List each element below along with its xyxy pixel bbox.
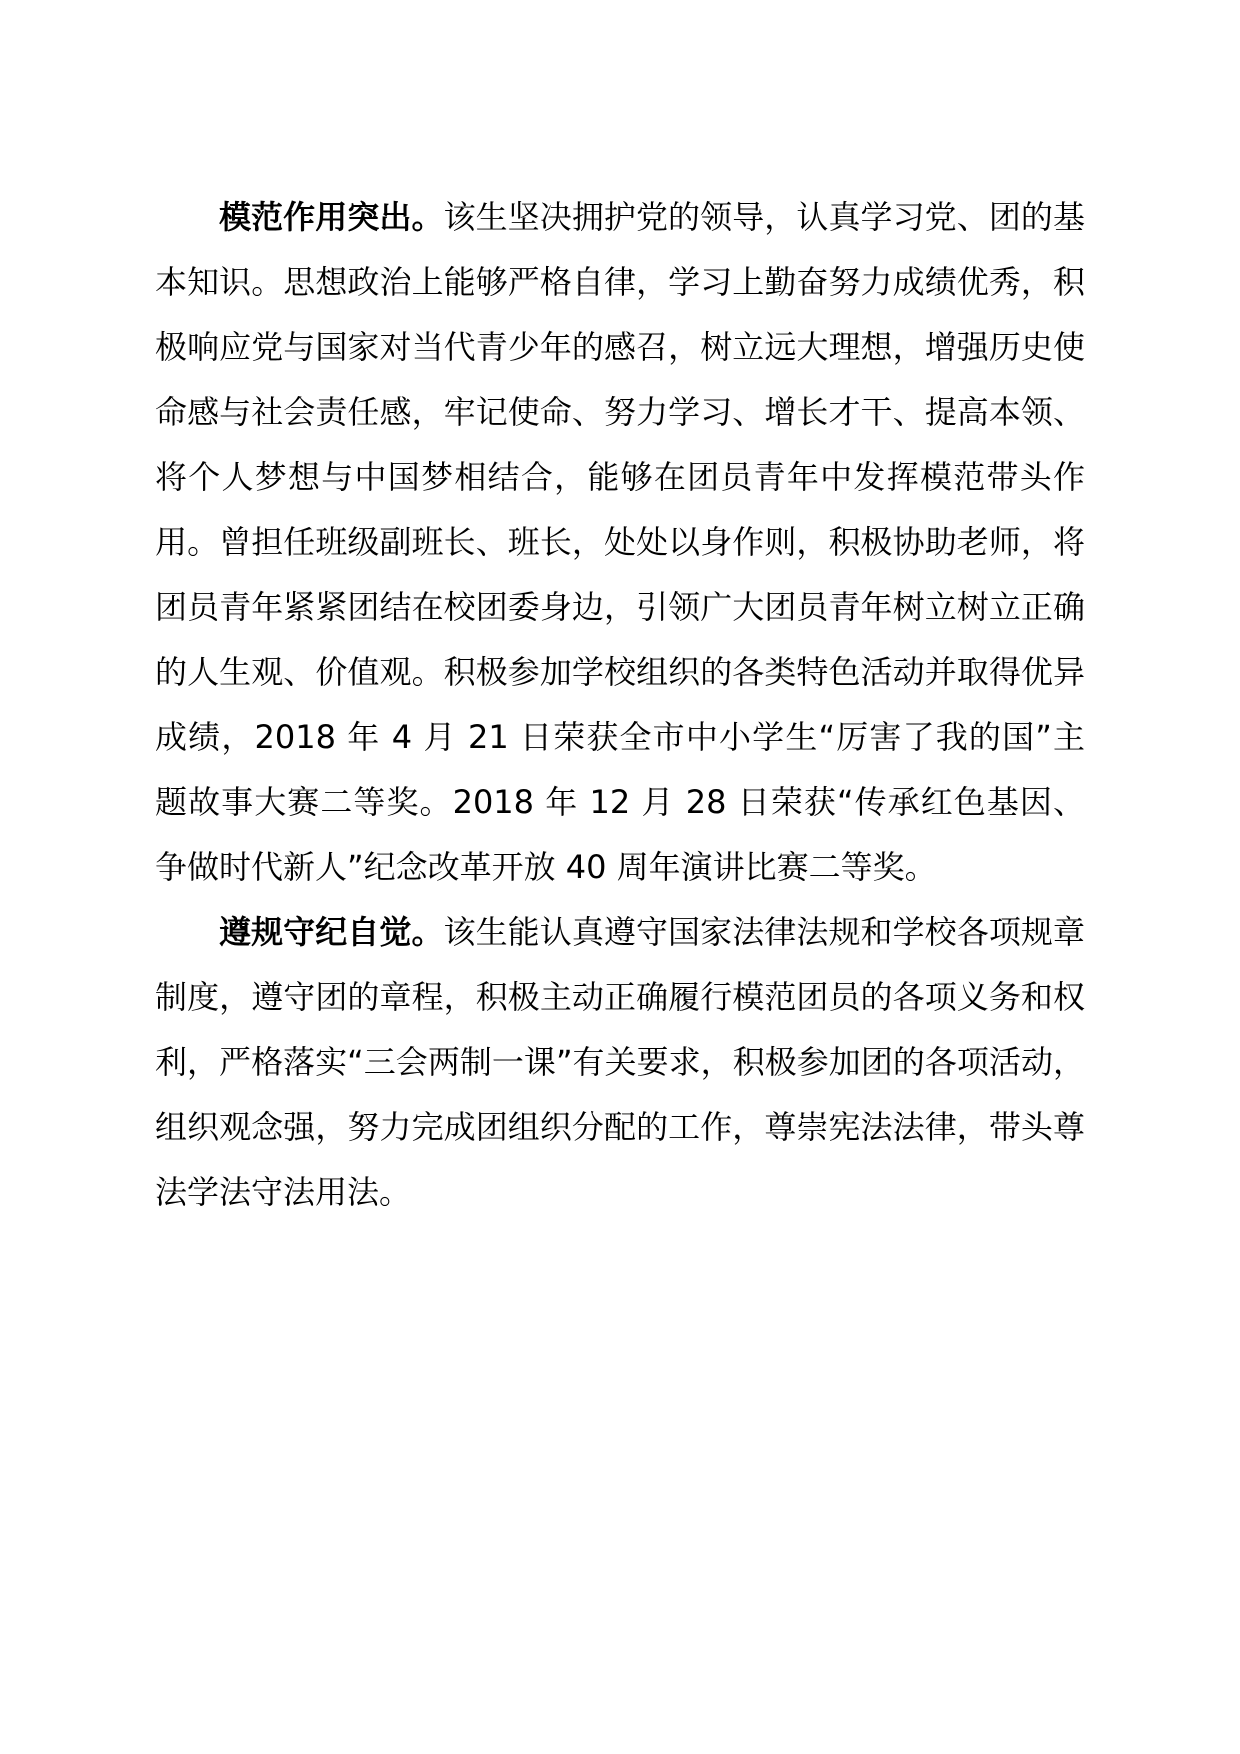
- document-page: [155, 185, 1085, 1225]
- paragraph-body: 该生能认真遵守国家法律法规和学校各项规章制度，遵守团的章程，积极主动正确履行模范团员的各项义务和权利，严格落实“三会两制一课”有关要求，积极参加团的各项活动，组织观念强，努力完成团组织分配的工作，尊崇宪法法律，带头尊法学法守法用法。: [155, 913, 1085, 1211]
- paragraph-role-model: [155, 185, 1085, 900]
- paragraph-discipline: [155, 900, 1085, 1225]
- paragraph-heading: 模范作用突出。: [219, 198, 444, 236]
- paragraph-body: 该生坚决拥护党的领导，认真学习党、团的基本知识。思想政治上能够严格自律，学习上勤奋努力成绩优秀，积极响应党与国家对当代青少年的感召，树立远大理想，增强历史使命感与社会责任感，牢记使命、努力学习、增长才干、提高本领、将个人梦想与中国梦相结合，能够在团员青年中发挥模范带头作用。曾担任班级副班长、班长，处处以身作则，积极协助老师，将团员青年紧紧团结在校团委身边，引领广大团员青年树立树立正确的人生观、价值观。积极参加学校组织的各类特色活动并取得优异成绩，2018 年 4 月 21 日荣获全市中小学生“厉害了我的国”主题故事大赛二等奖。2018 年 12 月 28 日荣获“传承红色基因、争做时代新人”纪念改革开放 40 周年演讲比赛二等奖。: [155, 198, 1085, 886]
- paragraph-heading: 遵规守纪自觉。: [219, 913, 444, 951]
